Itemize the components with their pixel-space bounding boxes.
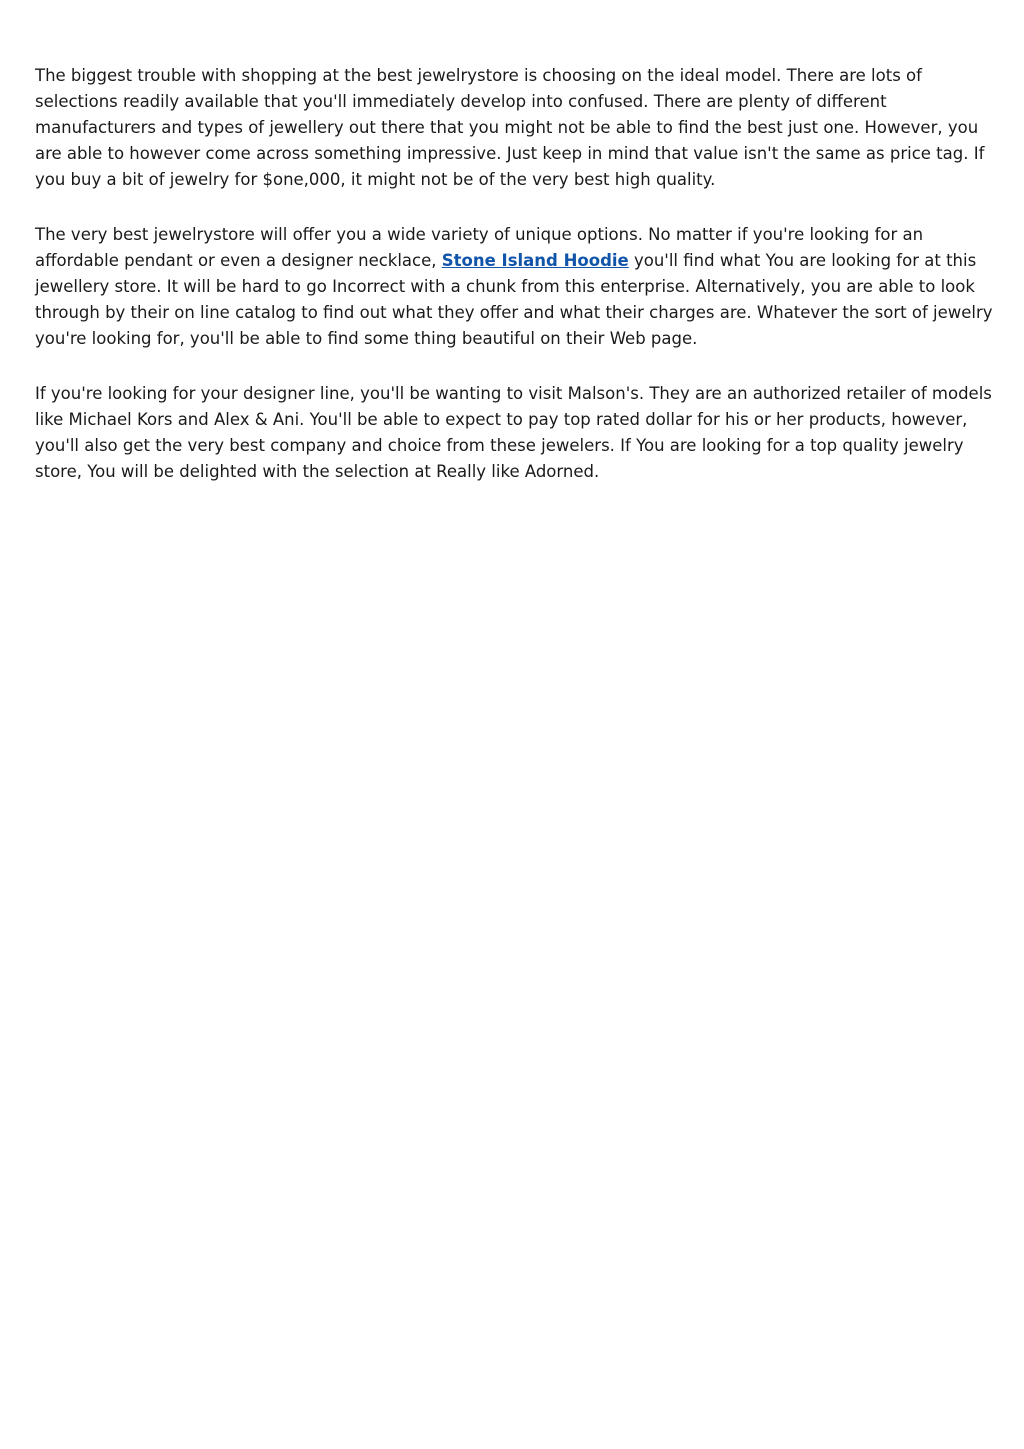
paragraph-2-text-before: The very best jewelrystore will offer you a wide variety of unique options. No matter if you're looking for an affordable pendant or even a designer necklace, <box>35 225 924 270</box>
document-page <box>35 63 993 514</box>
paragraph-1-text: The biggest trouble with shopping at the best jewelrystore is choosing on the ideal model. There are lots of selections readily available that you'll immediately develop into confused. There are plenty of different manufacturers and types of jewellery out there that you might not be able to find the best just one. However, you are able to however come across something impressive. Just keep in mind that value isn't the same as price tag. If you buy a bit of jewelry for $one,000, it might not be of the very best high quality. <box>35 66 985 189</box>
paragraph-2 <box>35 222 993 352</box>
paragraph-1 <box>35 63 993 193</box>
paragraph-3 <box>35 381 993 485</box>
paragraph-3-text: If you're looking for your designer line, you'll be wanting to visit Malson's. They are an authorized retailer of models like Michael Kors and Alex & Ani. You'll be able to expect to pay top rated dollar for his or her products, however, you'll also get the very best company and choice from these jewelers. If You are looking for a top quality jewelry store, You will be delighted with the selection at Really like Adorned. <box>35 384 992 481</box>
paragraph-2-text-after: you'll find what You are looking for at this jewellery store. It will be hard to go Incorrect with a chunk from this enterprise. Alternatively, you are able to look through by their on line catalog to find out what they offer and what their charges are. Whatever the sort of jewelry you're looking for, you'll be able to find some thing beautiful on their Web page. <box>35 251 993 348</box>
stone-island-hoodie-link[interactable]: Stone Island Hoodie <box>441 251 629 270</box>
